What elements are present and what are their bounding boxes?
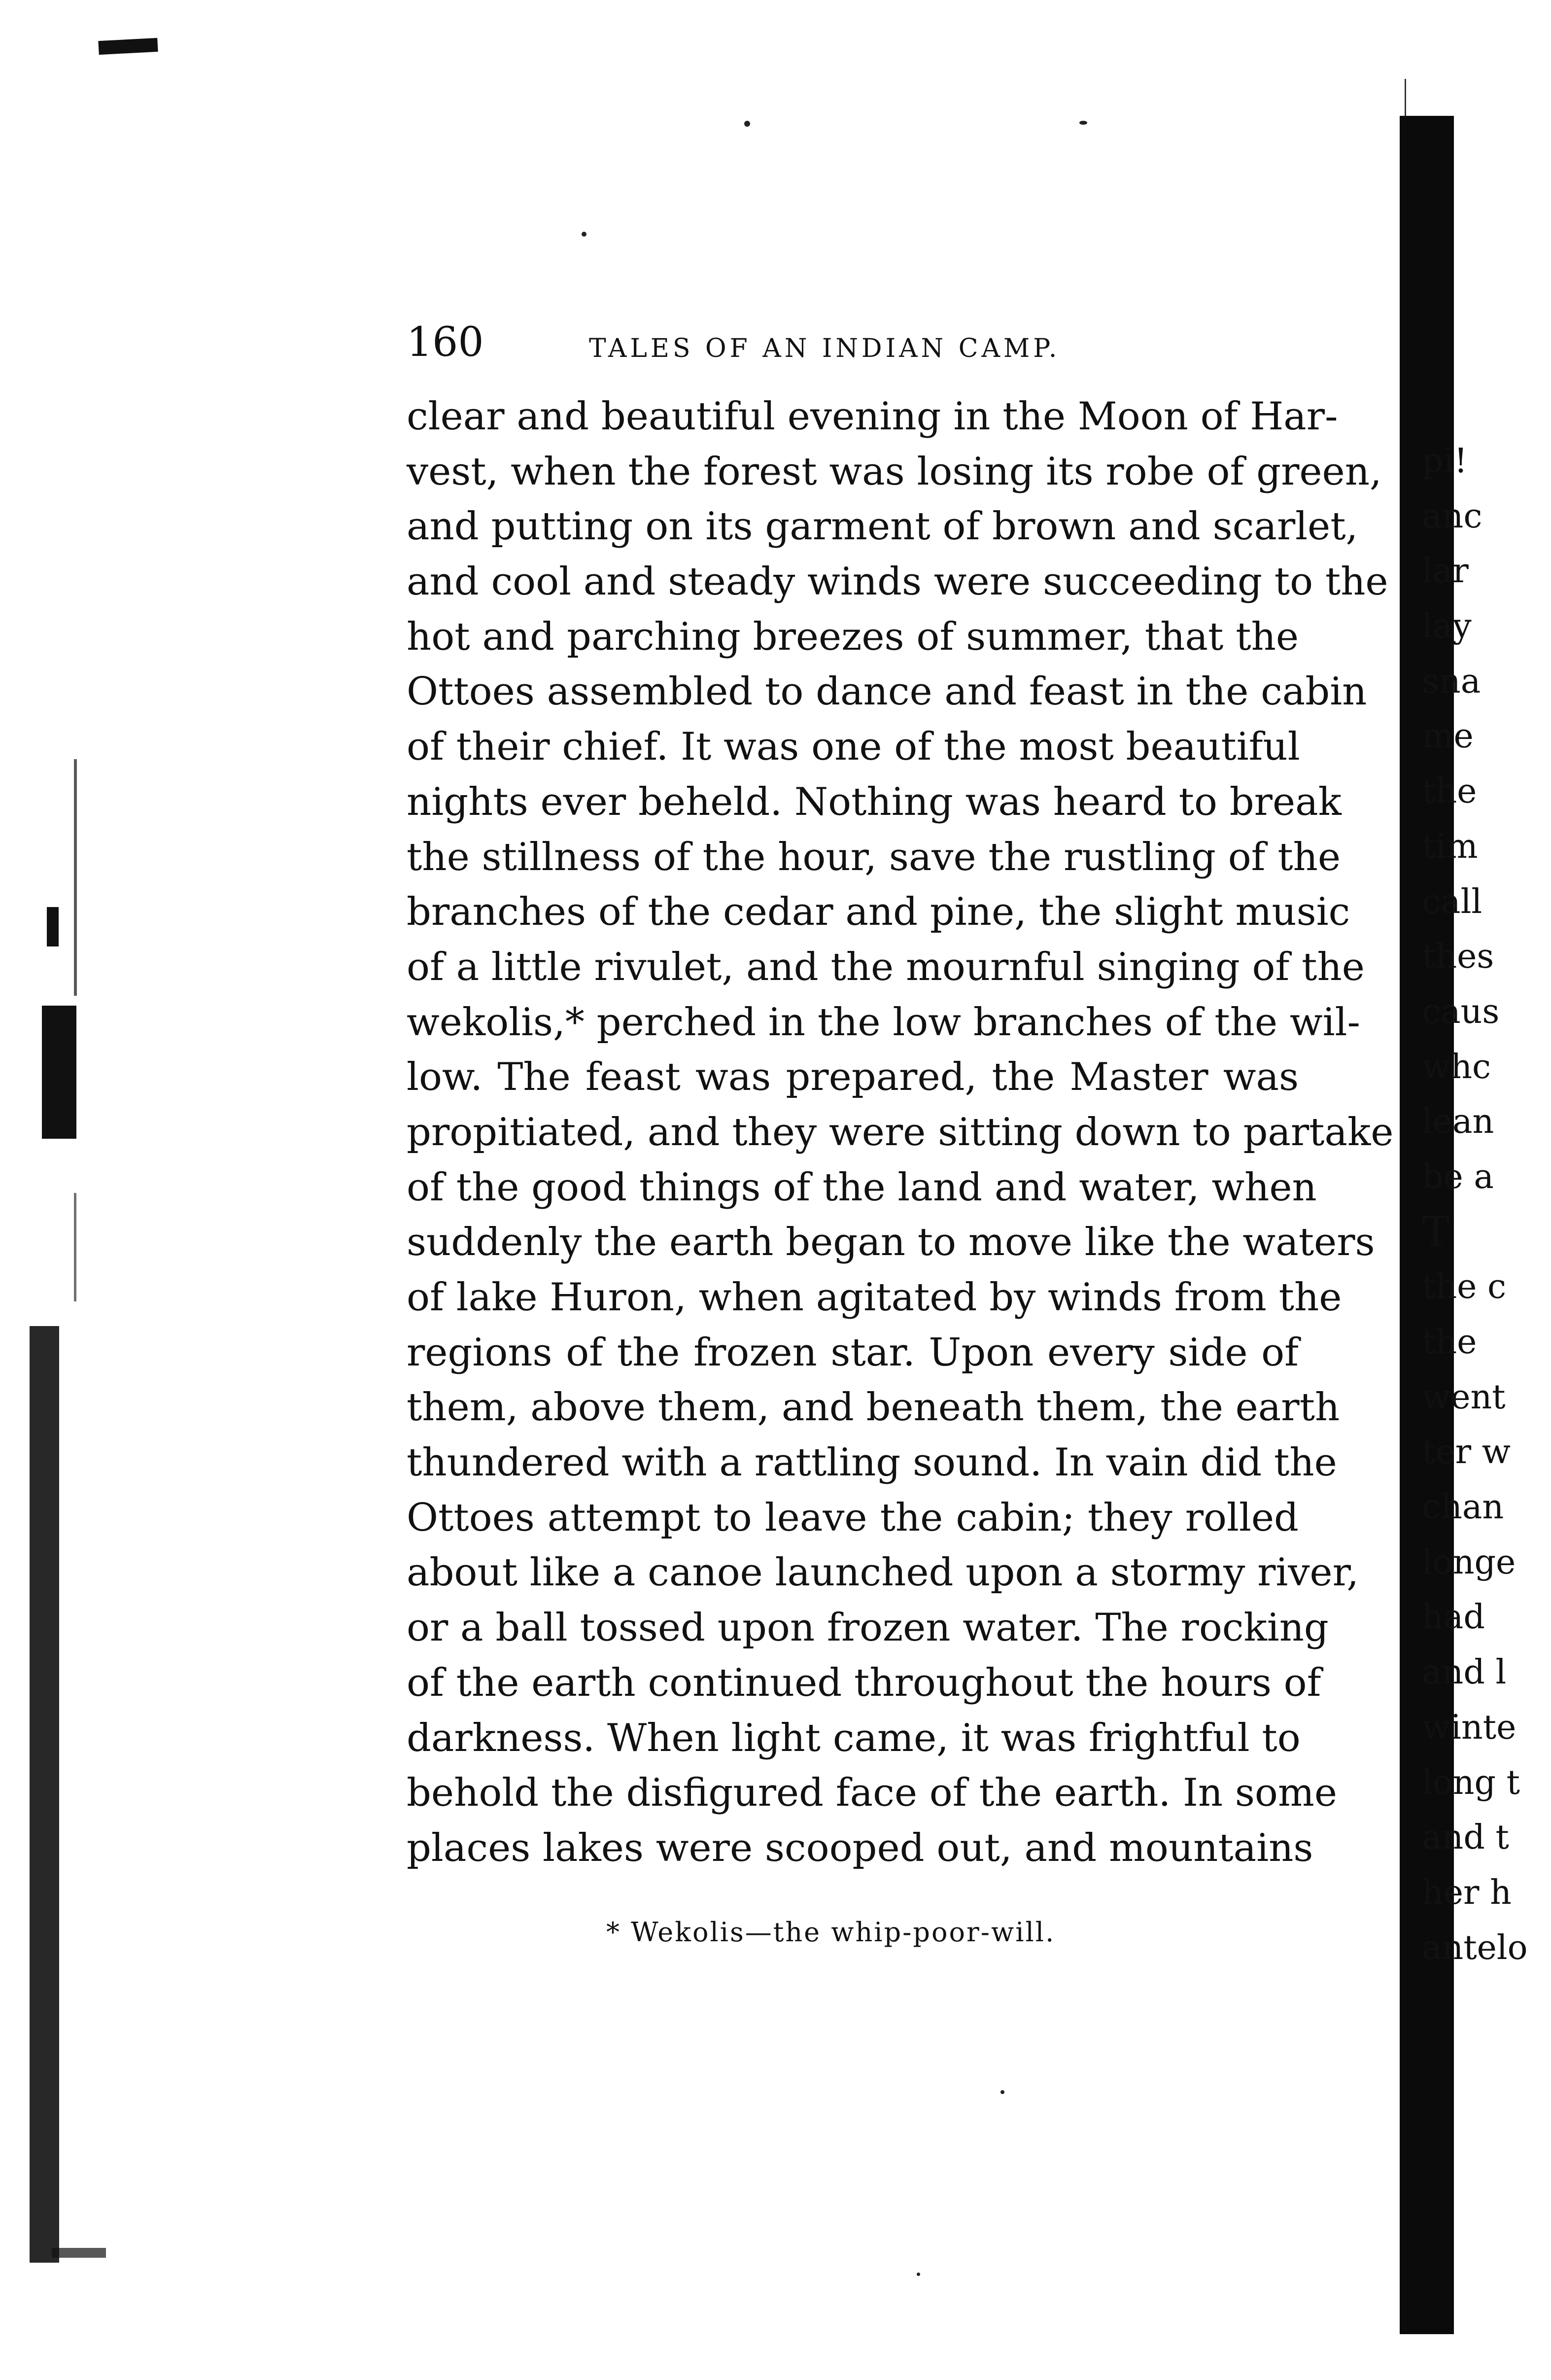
text-line: vest, when the forest was losing its robe of green,	[407, 449, 1382, 494]
facing-page-line: went	[1422, 1377, 1506, 1417]
text-line: regions of the frozen star. Upon every side of	[407, 1330, 1299, 1375]
scan-corner-mark	[98, 38, 158, 55]
scan-speck	[1000, 2090, 1004, 2094]
scan-edge-mark	[47, 907, 59, 946]
facing-page-line: pi!	[1422, 442, 1468, 481]
text-line: Ottoes attempt to leave the cabin; they rolled	[407, 1495, 1299, 1540]
text-line: or a ball tossed upon frozen water. The rocking	[407, 1606, 1329, 1650]
gutter-edge	[1405, 79, 1446, 118]
facing-page-line: longe	[1422, 1542, 1516, 1582]
facing-page-line: T	[1422, 1207, 1450, 1256]
text-line: nights ever beheld. Nothing was heard to break	[407, 779, 1342, 824]
facing-page-line: sna	[1422, 662, 1481, 701]
text-line: and putting on its garment of brown and scarlet,	[407, 504, 1358, 549]
footnote: * Wekolis—the whip-poor-will.	[606, 1917, 1056, 1948]
facing-page-line: antelo	[1422, 1928, 1528, 1967]
text-line: branches of the cedar and pine, the slight music	[407, 890, 1350, 935]
scan-edge-mark	[52, 2248, 106, 2258]
facing-page-line: lar	[1422, 552, 1469, 591]
scan-edge-shadow	[30, 1326, 59, 2263]
text-line: places lakes were scooped out, and mountains	[407, 1825, 1313, 1870]
text-line: clear and beautiful evening in the Moon of Har-	[407, 394, 1338, 439]
facing-page-line: be a	[1422, 1157, 1494, 1196]
facing-page-line: and l	[1422, 1653, 1507, 1692]
text-line: the stillness of the hour, save the rustling of the	[407, 835, 1341, 879]
facing-page-line: thes	[1422, 937, 1494, 977]
facing-page-line: had	[1422, 1598, 1485, 1637]
running-head	[407, 318, 1294, 377]
facing-page-line: chan	[1422, 1488, 1504, 1527]
text-line: propitiated, and they were sitting down to partake	[407, 1110, 1394, 1155]
text-line: of their chief. It was one of the most beautiful	[407, 725, 1300, 770]
text-line: Ottoes assembled to dance and feast in the cabin	[407, 669, 1367, 714]
scan-speck	[744, 121, 750, 127]
facing-page-line: call	[1422, 882, 1482, 921]
facing-page-line: whc	[1422, 1047, 1491, 1086]
facing-page-line: long t	[1422, 1763, 1520, 1802]
scan-speck	[1079, 121, 1087, 125]
body-text	[407, 389, 1394, 1876]
text-line: thundered with a rattling sound. In vain did the	[407, 1440, 1337, 1485]
facing-page-line: the	[1422, 1323, 1477, 1362]
facing-page-line: the	[1422, 772, 1477, 811]
scan-edge-line	[74, 759, 77, 996]
text-line: of lake Huron, when agitated by winds from the	[407, 1275, 1342, 1320]
scan-speck	[917, 2273, 920, 2276]
text-line: of the good things of the land and water, when	[407, 1165, 1317, 1210]
text-line: wekolis,* perched in the low branches of the wil-	[407, 1000, 1360, 1045]
facing-page-line: anc	[1422, 496, 1482, 536]
facing-page-line: lay	[1422, 607, 1472, 646]
page-number: 160	[407, 319, 484, 366]
text-line: about like a canoe launched upon a stormy river,	[407, 1550, 1359, 1595]
scan-edge-block	[42, 1006, 76, 1139]
facing-page-line: ter w	[1422, 1433, 1511, 1472]
facing-page-line: and t	[1422, 1818, 1509, 1857]
facing-page-line: caus	[1422, 992, 1500, 1031]
text-line: of a little rivulet, and the mournful singing of the	[407, 945, 1365, 989]
scan-speck	[582, 232, 586, 237]
text-line: hot and parching breezes of summer, that the	[407, 614, 1299, 659]
facing-page-line: me	[1422, 717, 1474, 756]
text-line: and cool and steady winds were succeeding to the	[407, 560, 1388, 604]
facing-page-line: her h	[1422, 1873, 1512, 1912]
facing-page-line: lean	[1422, 1102, 1494, 1142]
facing-page-line: tim	[1422, 827, 1478, 866]
facing-page-line: the c	[1422, 1267, 1507, 1307]
text-line: behold the disfigured face of the earth. In some	[407, 1771, 1337, 1816]
text-line: of the earth continued throughout the hours of	[407, 1660, 1321, 1705]
text-line: suddenly the earth began to move like the waters	[407, 1220, 1375, 1265]
text-line: them, above them, and beneath them, the earth	[407, 1385, 1340, 1430]
text-line: low. The feast was prepared, the Master was	[407, 1055, 1299, 1100]
facing-page-line: winte	[1422, 1708, 1517, 1747]
running-title: TALES OF AN INDIAN CAMP.	[589, 334, 1061, 363]
scan-edge-line	[74, 1193, 76, 1301]
text-line: darkness. When light came, it was frightful to	[407, 1715, 1301, 1760]
facing-page-fragments	[1422, 434, 1551, 1975]
